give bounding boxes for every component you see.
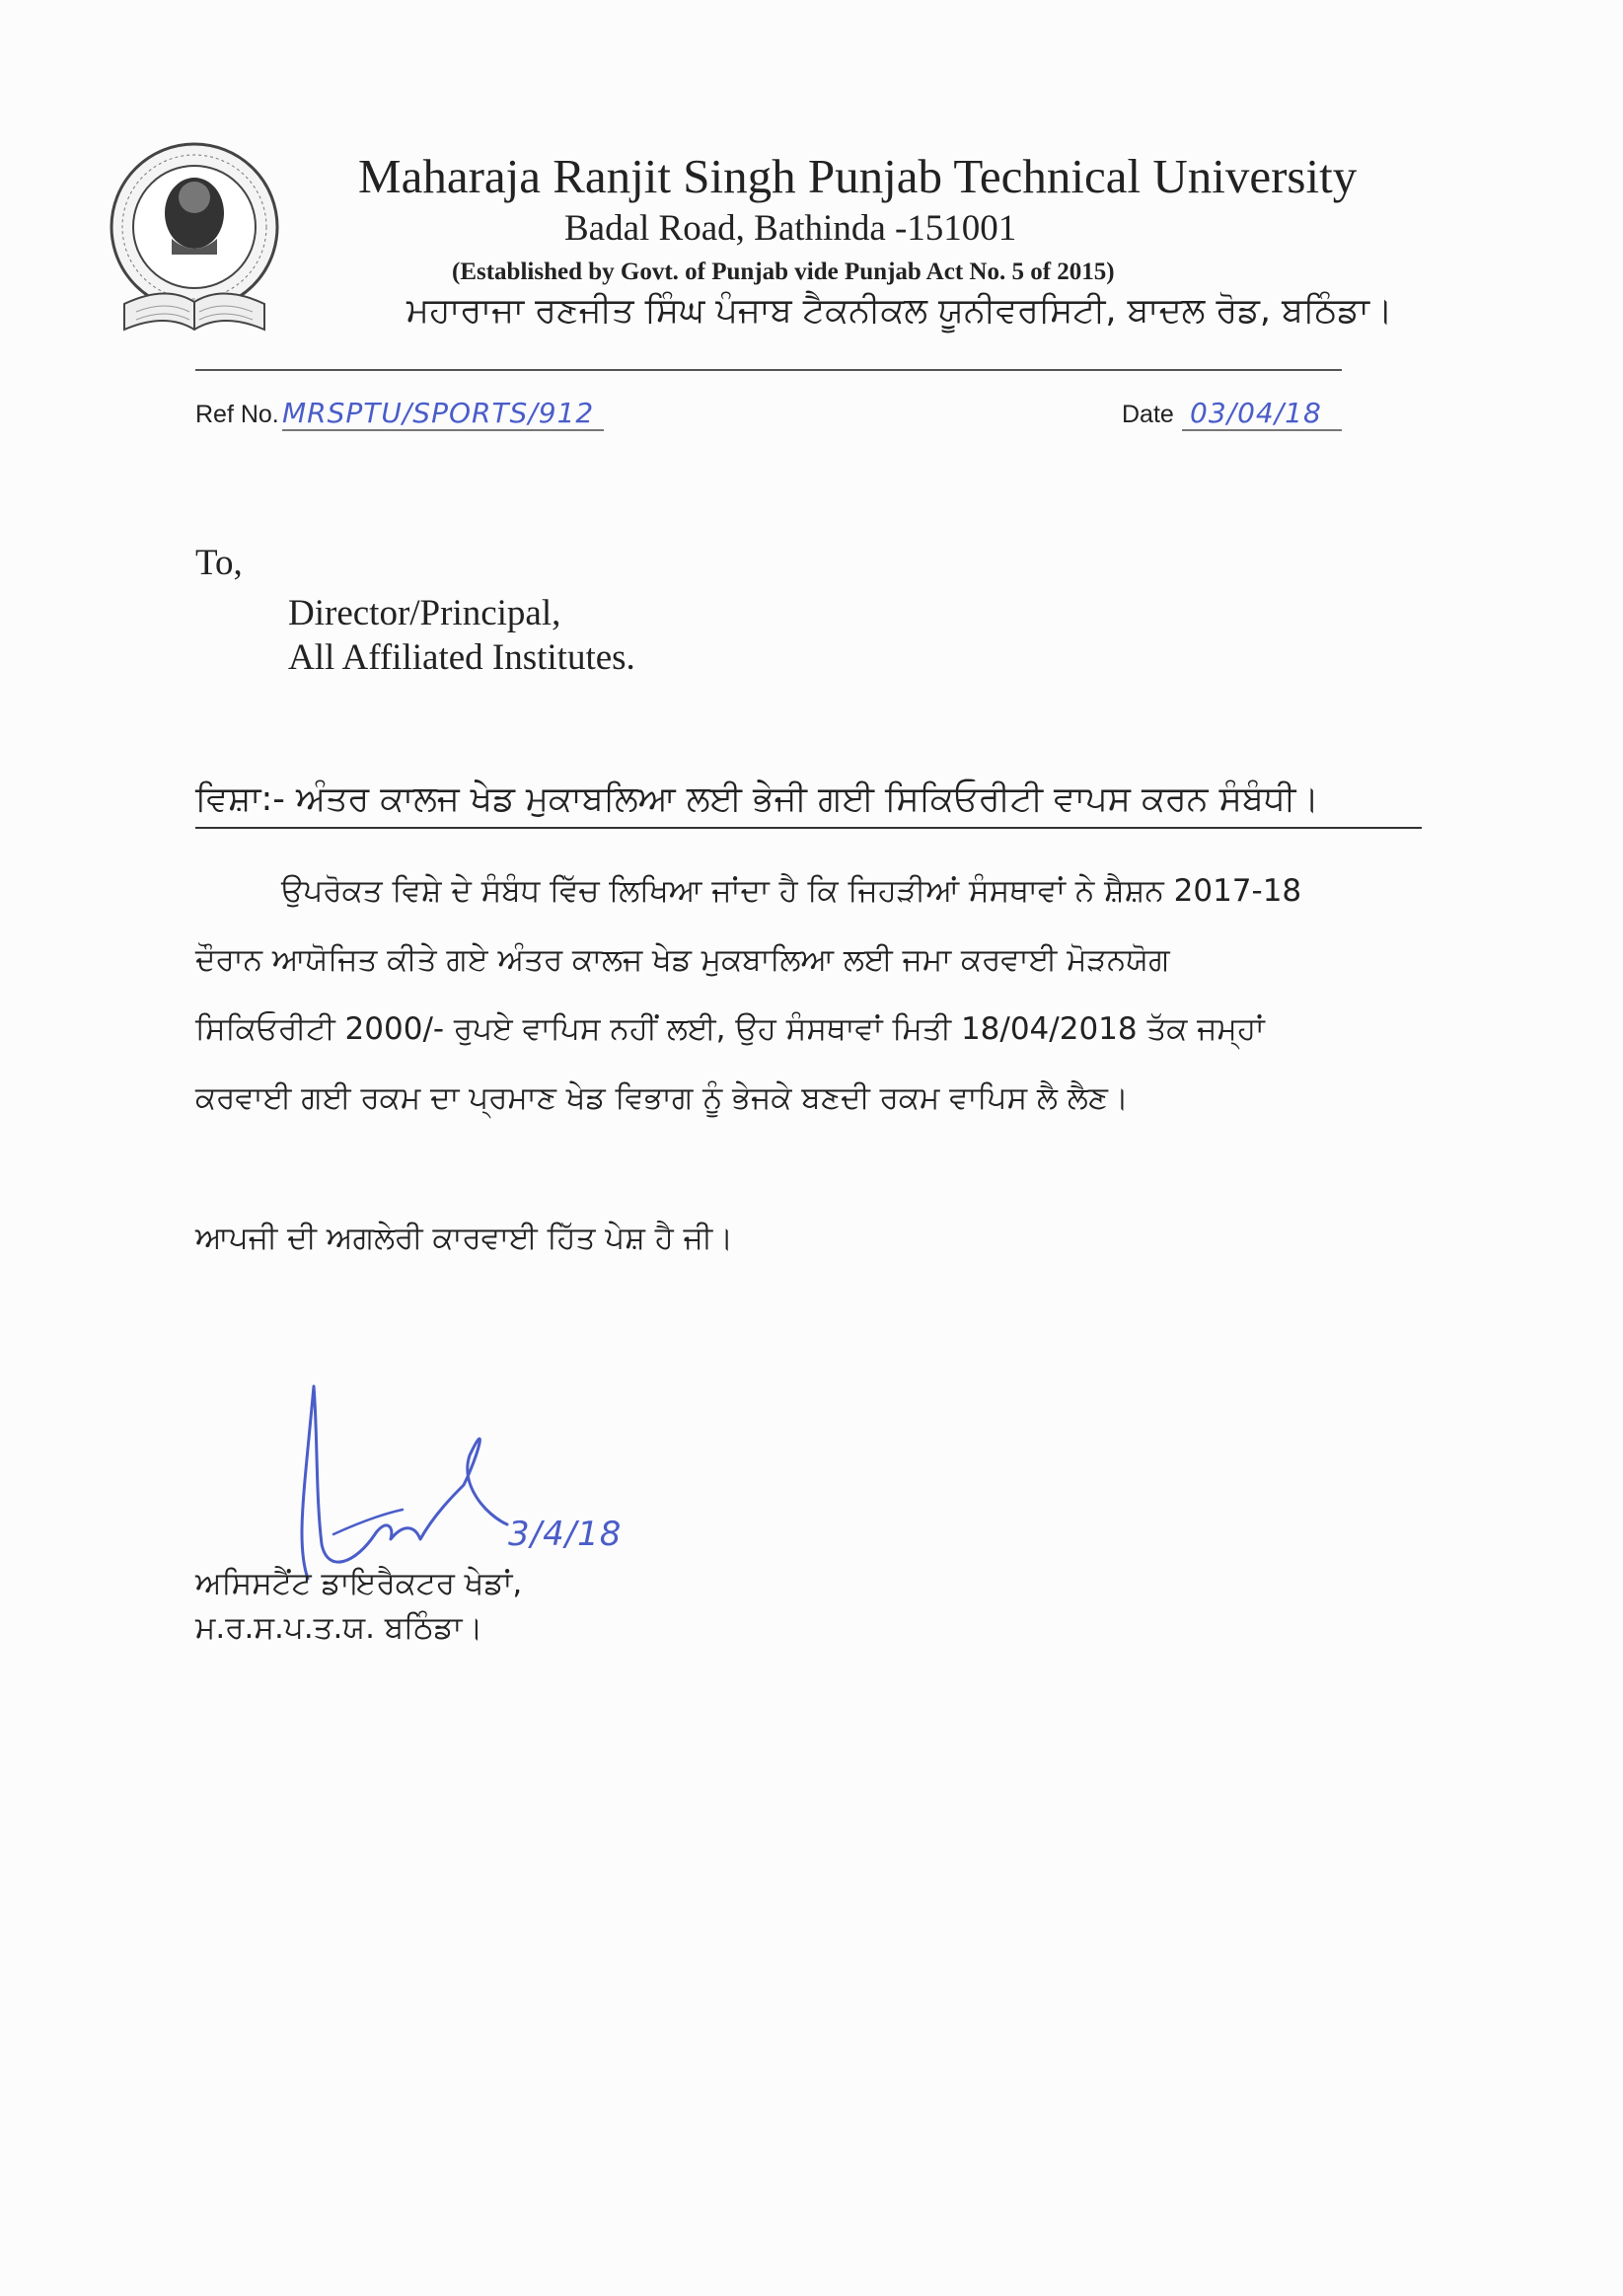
closing-line: ਆਪਜੀ ਦੀ ਅਗਲੇਰੀ ਕਾਰਵਾਈ ਹਿੱਤ ਪੇਸ਼ ਹੈ ਜੀ। [195,1221,734,1256]
header-divider [195,369,1342,371]
body-line: ਦੌਰਾਨ ਆਯੋਜਿਤ ਕੀਤੇ ਗਏ ਅੰਤਰ ਕਾਲਜ ਖੇਡ ਮੁਕਬਾਲਿਆ ਲਈ ਜਮਾ ਕਰਵਾਈ ਮੋੜਨਯੋਗ [195,942,1170,978]
body-line: ਕਰਵਾਈ ਗਈ ਰਕਮ ਦਾ ਪ੍ਰਮਾਣ ਖੇਡ ਵਿਭਾਗ ਨੂੰ ਭੇਜਕੇ ਬਣਦੀ ਰਕਮ ਵਾਪਿਸ ਲੈ ਲੈਣ। [195,1080,1129,1116]
body-line: ਉਪਰੋਕਤ ਵਿਸ਼ੇ ਦੇ ਸੰਬੰਧ ਵਿੱਚ ਲਿਖਿਆ ਜਾਂਦਾ ਹੈ ਕਿ ਜਿਹੜੀਆਂ ਸੰਸਥਾਵਾਂ ਨੇ ਸ਼ੈਸ਼ਨ 2017-18 [281,873,1302,909]
ref-number: MRSPTU/SPORTS/912 [282,397,604,431]
body-line: ਸਿਕਿਓਰੀਟੀ 2000/- ਰੁਪਏ ਵਾਪਿਸ ਨਹੀਂ ਲਈ, ਉਹ ਸੰਸਥਾਵਾਂ ਮਿਤੀ 18/04/2018 ਤੱਕ ਜਮ੍ਹਾਂ [195,1011,1265,1047]
subject-underline [195,827,1422,829]
university-seal-logo [107,136,282,341]
university-address: Badal Road, Bathinda -151001 [564,208,1017,249]
university-name: Maharaja Ranjit Singh Punjab Technical University [358,149,1358,203]
university-name-punjabi: ਮਹਾਰਾਜਾ ਰਣਜੀਤ ਸਿੰਘ ਪੰਜਾਬ ਟੈਕਨੀਕਲ ਯੂਨੀਵਰਸਿਟੀ, ਬਾਦਲ ਰੋਡ, ਬਠਿੰਡਾ। [406,291,1393,331]
date-value: 03/04/18 [1182,397,1342,431]
subject-line: ਵਿਸ਼ਾ:- ਅੰਤਰ ਕਾਲਜ ਖੇਡ ਮੁਕਾਬਲਿਆ ਲਈ ਭੇਜੀ ਗਈ ਸਿਕਿਓਰੀਟੀ ਵਾਪਸ ਕਰਨ ਸੰਬੰਧੀ। [195,779,1319,819]
salutation-to: To, [195,543,243,583]
ref-label: Ref No. [195,401,279,428]
date-label: Date [1122,401,1174,428]
addressee-line-2: All Affiliated Institutes. [288,637,635,678]
established-note: (Established by Govt. of Punjab vide Punjab Act No. 5 of 2015) [452,259,1115,285]
addressee-line-1: Director/Principal, [288,593,561,633]
signature-date: 3/4/18 [508,1515,623,1554]
signatory-organization: ਮ.ਰ.ਸ.ਪ.ਤ.ਯ. ਬਠਿੰਡਾ। [195,1610,483,1646]
signatory-title: ਅਸਿਸਟੈਂਟ ਡਾਇਰੈਕਟਰ ਖੇਡਾਂ, [195,1566,523,1601]
handwritten-signature [266,1376,641,1589]
